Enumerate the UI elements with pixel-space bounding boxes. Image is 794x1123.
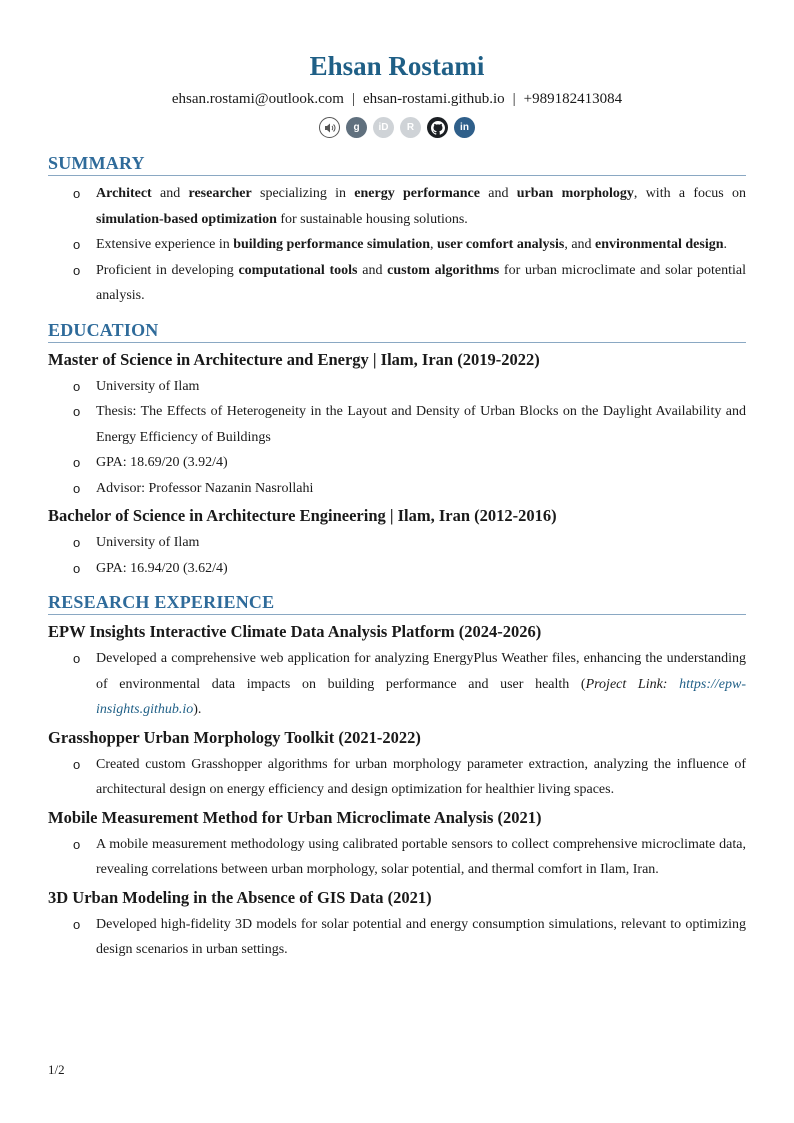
text-run: , and — [564, 237, 596, 252]
bold-text: computational tools — [238, 262, 358, 278]
github-icon[interactable] — [427, 117, 448, 138]
google-scholar-icon[interactable]: g — [346, 117, 367, 138]
text-run: Created custom Grasshopper algorithms for urban morphology parameter extraction, analyzing the influence of architectural design on energy efficiency and design optimization for healthier living spaces. — [96, 756, 746, 797]
section-title-summary: SUMMARY — [48, 152, 746, 176]
text-run: Developed a comprehensive web application for analyzing EnergyPlus Weather files, enhancing the understanding of environmental data impacts on building performance and user health ( — [96, 651, 746, 692]
text-run: for urban microclimate and solar potential analysis. — [96, 262, 746, 303]
text-run: A mobile measurement methodology using calibrated portable sensors to collect comprehensive microclimate data, revealing correlations between urban morphology, solar potential, and thermal comfort in Ilam, Iran. — [96, 836, 746, 877]
researchgate-icon[interactable]: R — [400, 117, 421, 138]
summary-item — [48, 232, 746, 258]
education-item: o Thesis: The Effects of Heterogeneity in the Layout and Density of Urban Blocks on the Daylight Availability and Energy Efficiency of Buildings — [48, 399, 746, 450]
education-body — [48, 349, 746, 582]
research-heading: Mobile Measurement Method for Urban Microclimate Analysis (2021) — [48, 807, 542, 827]
education-item: o GPA: 16.94/20 (3.62/4) — [48, 556, 746, 582]
research-heading: Grasshopper Urban Morphology Toolkit (2021-2022) — [48, 727, 421, 747]
research-heading: EPW Insights Interactive Climate Data Analysis Platform (2024-2026) — [48, 622, 542, 641]
summary-item — [48, 258, 746, 309]
education-item: o Advisor: Professor Nazanin Nasrollahi — [48, 476, 746, 502]
research-item — [48, 832, 746, 883]
summary-item — [48, 181, 746, 232]
research-body — [48, 621, 746, 963]
research-item — [48, 646, 746, 723]
page-number: 1/2 — [48, 1062, 65, 1077]
resume-page — [48, 50, 746, 963]
contact-separator: | — [351, 91, 355, 107]
linkedin-icon[interactable]: in — [454, 117, 475, 138]
project-link[interactable]: https://epw-insights.github.io — [96, 676, 746, 717]
education-item: o GPA: 18.69/20 (3.92/4) — [48, 450, 746, 476]
orcid-icon[interactable]: iD — [373, 117, 394, 138]
research-item — [48, 752, 746, 803]
phone-number: +989182413084 — [523, 91, 623, 107]
education-heading: Master of Science in Architecture and Energy | Ilam, Iran (2019-2022) — [48, 349, 540, 369]
text-run: Developed high-fidelity 3D models for solar potential and energy consumption simulations, relevant to optimizing design scenarios in urban settings. — [96, 916, 746, 957]
research-items — [48, 912, 746, 963]
social-icons — [48, 117, 746, 139]
education-item: o University of Ilam — [48, 374, 746, 400]
text-run: for sustainable housing solutions. — [276, 211, 468, 227]
bold-text: user comfort analysis — [437, 237, 565, 252]
bold-text: Architect — [96, 186, 152, 201]
research-items — [48, 752, 746, 803]
summary-list — [48, 181, 746, 309]
research-items — [48, 646, 746, 723]
website-link[interactable]: ehsan-rostami.github.io — [363, 91, 505, 107]
person-name: Ehsan Rostami — [309, 51, 485, 81]
research-item — [48, 912, 746, 963]
text-run: and — [479, 186, 517, 201]
bold-text: building performance simulation — [233, 237, 431, 252]
text-run: ). — [193, 702, 202, 717]
education-items — [48, 530, 746, 581]
text-run: and — [357, 262, 388, 278]
contact-line — [48, 90, 746, 108]
text-run: specializing in — [251, 186, 355, 201]
education-item: o University of Ilam — [48, 530, 746, 556]
text-run: and — [151, 186, 189, 201]
bold-text: custom algorithms — [387, 262, 500, 278]
text-run: Proficient in developing — [96, 262, 239, 278]
text-run: , — [430, 237, 438, 252]
bold-text: simulation-based optimization — [96, 211, 277, 227]
text-run: Extensive experience in — [96, 237, 234, 252]
bold-text: researcher — [188, 186, 252, 201]
text-run: . — [723, 237, 728, 252]
bold-text: environmental design — [595, 237, 724, 252]
section-title-education: EDUCATION — [48, 319, 746, 343]
research-heading: 3D Urban Modeling in the Absence of GIS Data (2021) — [48, 887, 432, 907]
section-title-research: RESEARCH EXPERIENCE — [48, 591, 746, 615]
email-link[interactable]: ehsan.rostami@outlook.com — [171, 91, 344, 107]
italic-text: Project Link: — [585, 676, 680, 692]
bold-text: urban morphology — [516, 186, 634, 201]
bold-text: energy performance — [354, 186, 480, 201]
audio-icon[interactable] — [319, 117, 340, 138]
text-run: , with a focus on — [633, 186, 746, 201]
research-items — [48, 832, 746, 883]
contact-separator: | — [512, 91, 516, 107]
education-items — [48, 374, 746, 502]
education-heading: Bachelor of Science in Architecture Engineering | Ilam, Iran (2012-2016) — [48, 506, 557, 525]
